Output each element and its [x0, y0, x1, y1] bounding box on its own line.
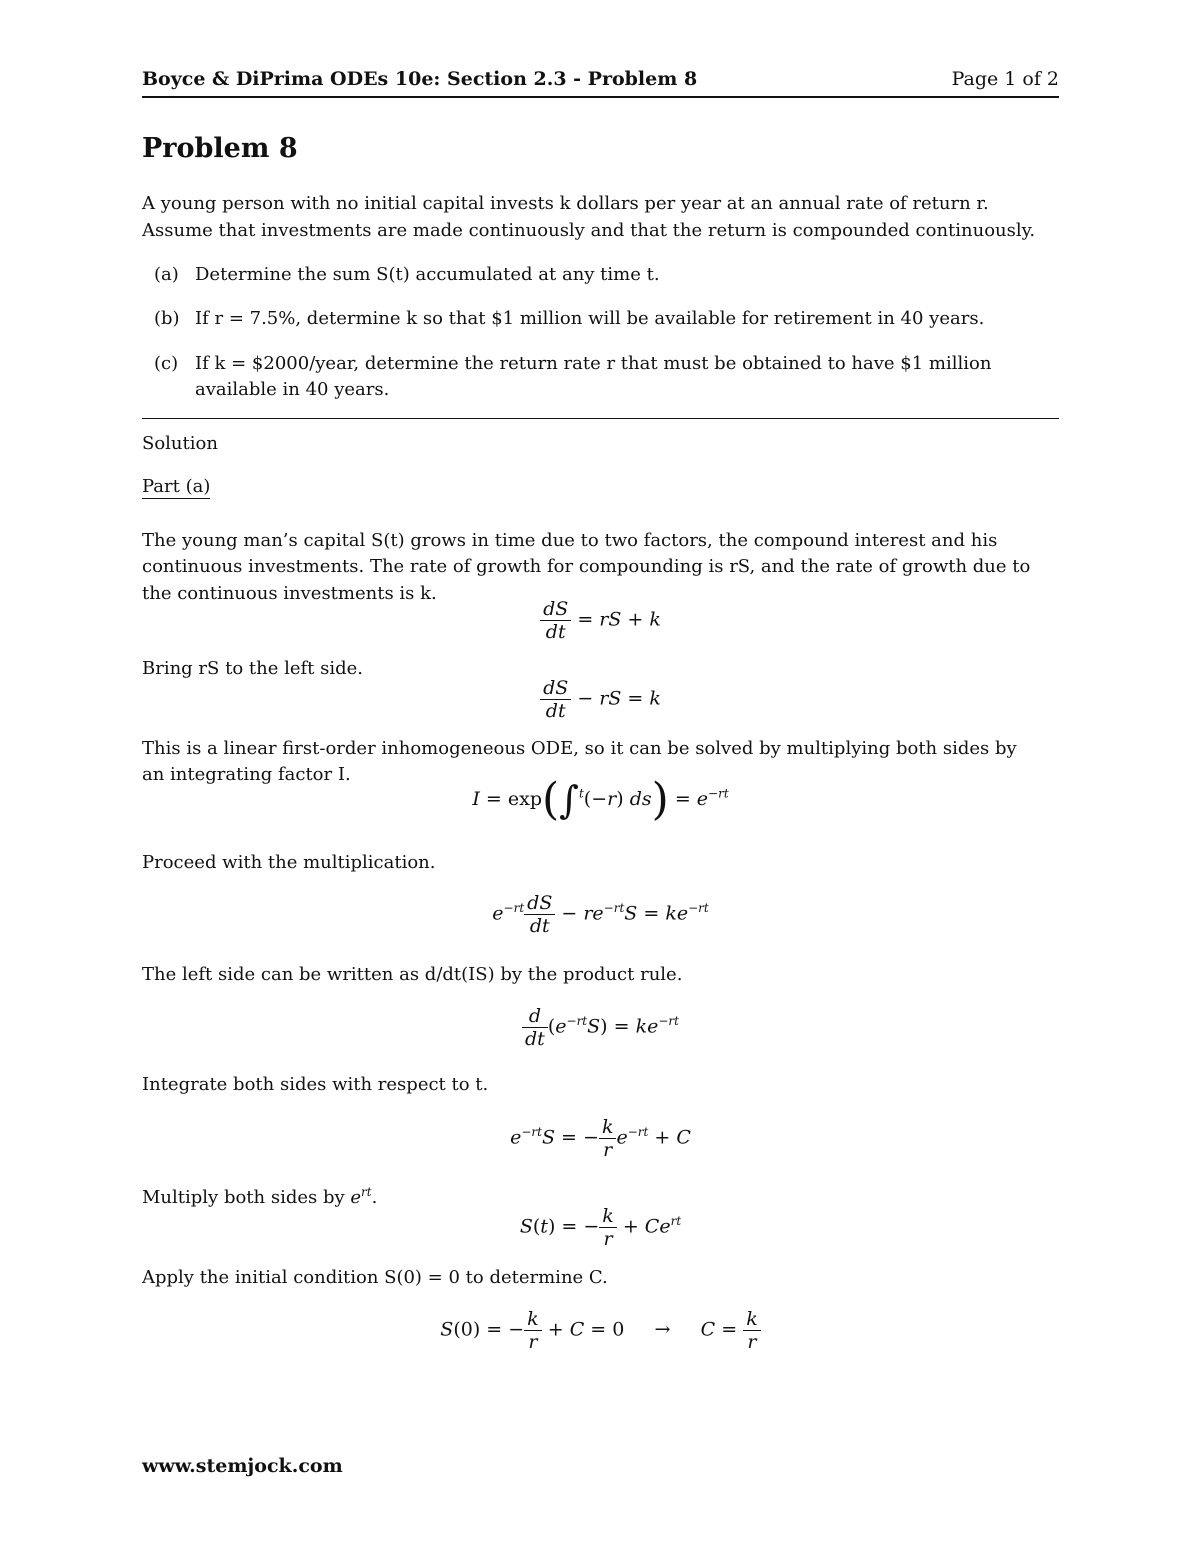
problem-statement-line-2: Assume that investments are made continuously and that the return is compounded continuously.	[142, 220, 1036, 241]
item-text-line-1: If k = $2000/year, determine the return rate r that must be obtained to have $1 million	[195, 353, 992, 374]
intro-line-1: The young man’s capital S(t) grows in time due to two factors, the compound interest and his	[142, 530, 998, 551]
equation-general-solution: S(t) = − $\frac{k}{r}$ + $Ce^{rt}$	[519, 1205, 682, 1250]
document-page	[142, 0, 1059, 1553]
header-title: Boyce & DiPrima ODEs 10e: Section 2.3 - Problem 8	[142, 68, 698, 90]
step-integrate: Integrate both sides with respect to t.	[142, 1074, 489, 1095]
equation-ode: $\frac{dS}{dt}$ = rS + k	[142, 598, 1059, 643]
page-header	[142, 66, 1059, 98]
intro-line-2: continuous investments. The rate of growth for compounding is rS, and the rate of growth due to	[142, 556, 1031, 577]
equation-product-rule: $\frac{d}{dt}$ $(e^{-rt}S) = ke^{-rt}$	[142, 1005, 1059, 1050]
footer-url[interactable]: www.stemjock.com	[142, 1455, 343, 1477]
linear-line-1: This is a linear first-order inhomogeneous ODE, so it can be solved by multiplying both sides by	[142, 738, 1017, 759]
step-bring: Bring rS to the left side.	[142, 658, 363, 679]
item-label: (b)	[154, 308, 180, 329]
problem-title: Problem 8	[142, 133, 298, 164]
item-label: (a)	[154, 264, 179, 285]
equation-multiplied: $e^{-rt}$ $\frac{dS}{dt}$ − $re^{-rt}S = ke^{-rt}$	[492, 892, 709, 937]
item-label: (c)	[154, 353, 179, 374]
part-a-heading: Part (a)	[142, 476, 211, 497]
section-divider	[142, 418, 1059, 419]
item-text-line-2: available in 40 years.	[195, 379, 390, 400]
equation-integrated: $e^{-rt}S$ = − $\frac{k}{r}$ $e^{-rt} + C$	[510, 1116, 691, 1161]
step-multiply: Multiply both sides by $e^{rt}$.	[142, 1185, 378, 1208]
equation-rearranged: $\frac{dS}{dt}$ − rS = k	[142, 677, 1059, 722]
solution-heading: Solution	[142, 433, 218, 454]
item-text: If r = 7.5%, determine k so that $1 million will be available for retirement in 40 years.	[195, 308, 985, 329]
step-apply: Apply the initial condition S(0) = 0 to determine C.	[142, 1267, 608, 1288]
equation-integrating-factor: I = exp(∫$^t$(−r) $ds) = e^{-rt}$	[472, 774, 729, 825]
linear-line-2: an integrating factor I.	[142, 764, 351, 785]
step-proceed: Proceed with the multiplication.	[142, 852, 436, 873]
page-number: Page 1 of 2	[951, 68, 1059, 90]
equation-initial-condition: S(0) = − $\frac{k}{r}$ + C = 0 → C = $\frac{k}{r}$	[142, 1308, 1059, 1353]
intro-line-3: the continuous investments is k.	[142, 583, 437, 604]
problem-statement-line-1: A young person with no initial capital invests k dollars per year at an annual rate of return r.	[142, 193, 989, 214]
step-product-rule: The left side can be written as d/dt(IS) by the product rule.	[142, 964, 683, 985]
item-text: Determine the sum S(t) accumulated at any time t.	[195, 264, 660, 285]
